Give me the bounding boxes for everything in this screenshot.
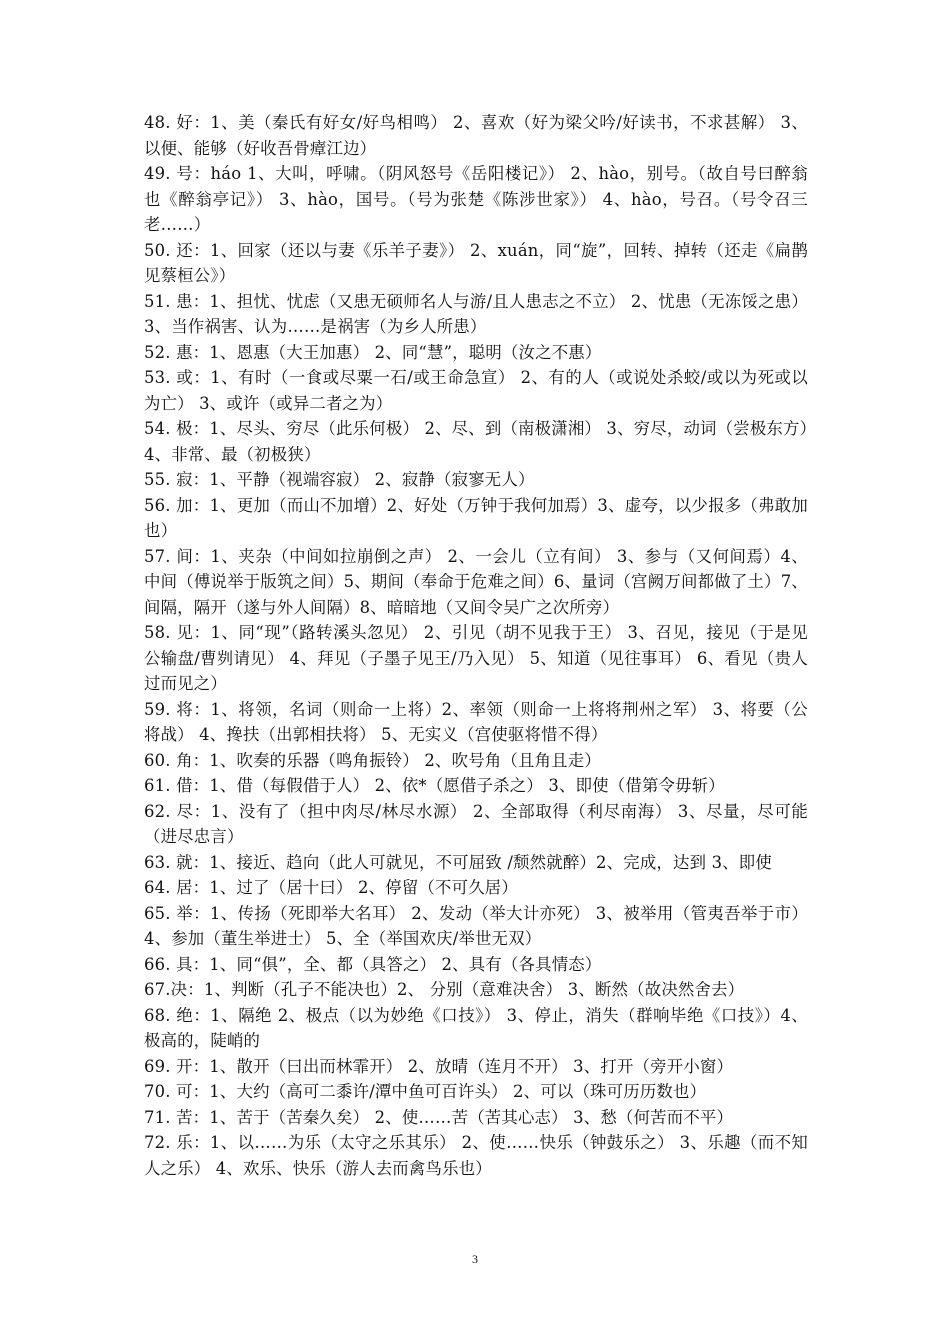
entry-63: 63. 就：1、接近、趋向（此人可就见，不可屈致 /颓然就醉）2、完成，达到 3、即使: [144, 852, 772, 872]
entry-72: 72. 乐：1、以……为乐（太守之乐其乐） 2、使……快乐（钟鼓乐之） 3、乐趣（而不知人之乐） 4、欢乐、快乐（游人去而禽鸟乐也）: [144, 1133, 808, 1178]
entry-65: 65. 举：1、传扬（死即举大名耳） 2、发动（举大计亦死） 3、被举用（管夷吾举于市）4、参加（董生举进士） 5、全（举国欢庆/举世无双）: [144, 903, 808, 948]
entry-62: 62. 尽：1、没有了（担中肉尽/林尽水源） 2、全部取得（利尽南海） 3、尽量，尽可能（进尽忠言）: [144, 801, 808, 846]
entry-52: 52. 惠：1、恩惠（大王加惠） 2、同“慧”，聪明（汝之不惠）: [144, 342, 602, 362]
entry-68: 68. 绝：1、隔绝 2、极点（以为妙绝《口技》） 3、停止，消失（群响毕绝《口技》）4、极高的，陡峭的: [144, 1005, 808, 1050]
entry-50: 50. 还：1、回家（还以与妻《乐羊子妻》） 2、xuán，同“旋”，回转、掉转（还走《扁鹊见蔡桓公》）: [144, 240, 808, 285]
entry-61: 61. 借：1、借（每假借于人） 2、依*（愿借子杀之） 3、即使（借第令毋斩）: [144, 776, 725, 795]
entry-69: 69. 开：1、散开（曰出而林霏开） 2、放晴（连月不开） 3、打开（旁开小窗）: [144, 1056, 734, 1076]
document-body: [144, 110, 808, 1181]
entry-56: 56. 加：1、更加（而山不加增）2、好处（万钟于我何加焉）3、虚夸，以少报多（弗敢加也）: [144, 495, 808, 540]
entry-66: 66. 具：1、同“俱”，全、都（具答之） 2、具有（各具情态）: [144, 954, 602, 974]
entry-71: 71. 苦：1、苦于（苦秦久矣） 2、使……苦（苦其心志） 3、愁（何苦而不平）: [144, 1107, 734, 1127]
entry-64: 64. 居：1、过了（居十曰） 2、停留（不可久居）: [144, 878, 518, 897]
entry-58: 58. 见：1、同“现”（路转溪头忽见） 2、引见（胡不见我于王） 3、召见，接见（于是见公输盘/曹刿请见） 4、拜见（子墨子见王/乃入见） 5、知道（见往事耳） 6、看见（贵人过而见之）: [144, 623, 808, 693]
entry-48: 48. 好：1、美（秦氏有好女/好鸟相鸣） 2、喜欢（好为梁父吟/好读书，不求甚解） 3、以便、能够（好收吾骨瘴江边）: [144, 113, 808, 158]
entry-67: 67.决：1、判断（孔子不能决也）2、 分别（意难决舍） 3、断然（故决然舍去）: [144, 980, 745, 999]
entry-57: 57. 间：1、夹杂（中间如拉崩倒之声） 2、一会儿（立有间） 3、参与（又何间焉）4、中间（傅说举于版筑之间）5、期间（奉命于危难之间）6、量词（宫阙万间都做了土）7、间隔，隔开（遂与外人间隔）8、暗暗地（又间令吴广之次所旁）: [144, 546, 808, 617]
entry-53: 53. 或：1、有时（一食或尽粟一石/或王命急宣） 2、有的人（或说处杀蛟/或以为死或以为亡） 3、或许（或异二者之为）: [144, 368, 808, 413]
page-number: 3: [472, 1252, 478, 1266]
entry-70: 70. 可：1、大约（高可二黍许/潭中鱼可百许头） 2、可以（珠可历历数也）: [144, 1082, 707, 1101]
entry-55: 55. 寂：1、平静（视端容寂） 2、寂静（寂寥无人）: [144, 470, 535, 489]
entry-49: 49. 号：háo 1、大叫，呼啸。（阴风怒号《岳阳楼记》） 2、hào，别号。（故自号曰醉翁也《醉翁亭记》） 3、hào，国号。（号为张楚《陈涉世家》） 4、hào，号召。（号令召三老……）: [144, 164, 808, 234]
entry-51: 51. 患：1、担忧、忧虑（又患无硕师名人与游/且人患志之不立） 2、忧患（无冻馁之患） 3、当作祸害、认为……是祸害（为乡人所患）: [144, 291, 808, 336]
entry-59: 59. 将：1、将领，名词（则命一上将）2、率领（则命一上将将荆州之军） 3、将要（公将战） 4、搀扶（出郭相扶将） 5、无实义（宫使驱将惜不得）: [144, 699, 808, 744]
entry-60: 60. 角：1、吹奏的乐器（鸣角振铃） 2、吹号角（且角且走）: [144, 750, 601, 770]
entry-54: 54. 极：1、尽头、穷尽（此乐何极） 2、尽、到（南极潇湘） 3、穷尽，动词（尝极东方）4、非常、最（初极狭）: [144, 419, 808, 464]
